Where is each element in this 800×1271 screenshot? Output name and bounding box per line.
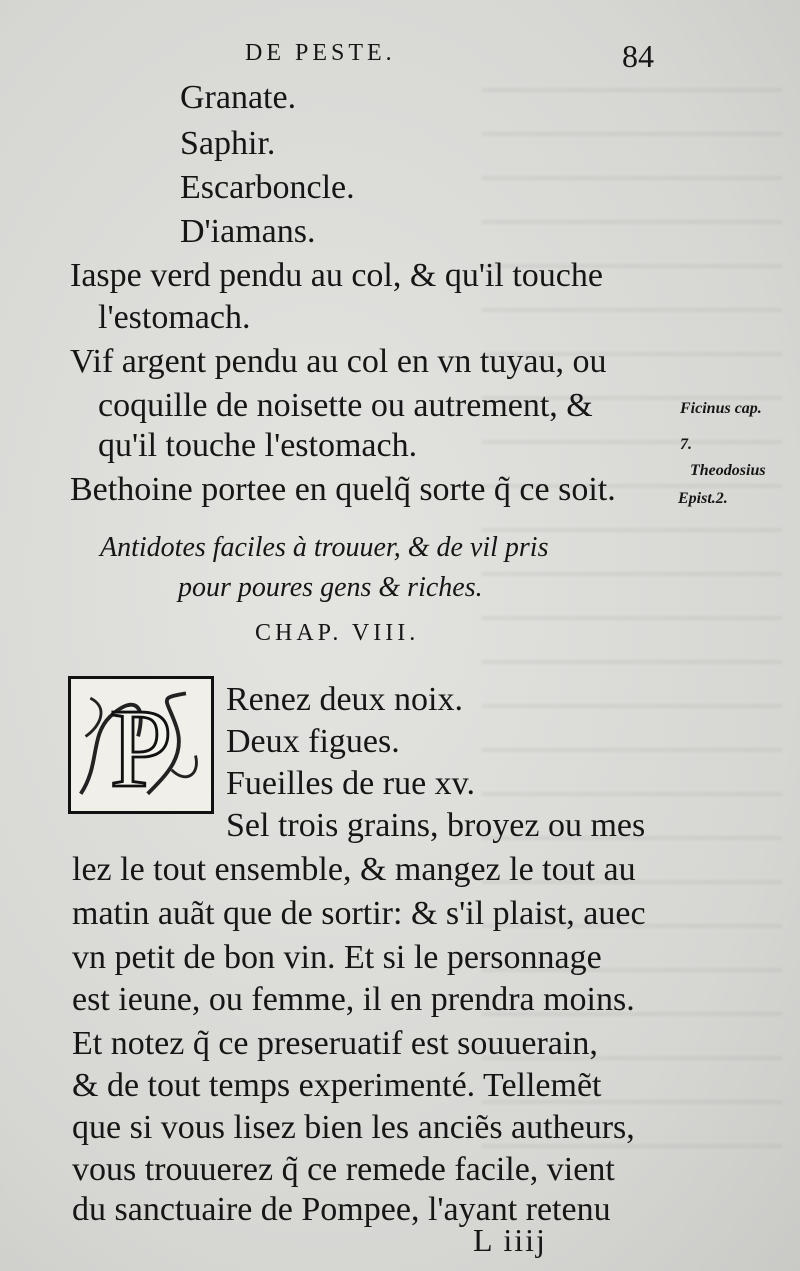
section-title: Antidotes faciles à trouuer, & de vil pris — [100, 532, 549, 563]
text-line: Iaspe verd pendu au col, & qu'il touche — [70, 257, 603, 294]
recipe-item: Sel trois grains, broyez ou mes — [226, 807, 646, 844]
text-line: lez le tout ensemble, & mangez le tout au — [72, 851, 636, 888]
decorated-initial-art — [71, 679, 211, 811]
list-item: D'iamans. — [180, 213, 316, 250]
list-item: Granate. — [180, 79, 297, 116]
page-number: 84 — [622, 38, 654, 74]
section-title: pour poures gens & riches. — [178, 572, 483, 603]
marginal-note: 7. — [680, 436, 692, 453]
text-line: vn petit de bon vin. Et si le personnage — [72, 939, 602, 976]
marginal-note: Epist.2. — [678, 490, 728, 507]
text-line: coquille de noisette ou autrement, & — [98, 387, 593, 424]
recipe-item: Renez deux noix. — [226, 681, 463, 718]
recipe-item: Deux figues. — [226, 723, 400, 760]
marginal-note: Ficinus cap. — [680, 400, 762, 417]
text-line: l'estomach. — [98, 299, 251, 336]
text-line: qu'il touche l'estomach. — [98, 427, 418, 464]
text-line: matin auãt que de sortir: & s'il plaist, auec — [72, 895, 646, 932]
text-line: du sanctuaire de Pompee, l'ayant retenu — [72, 1191, 611, 1228]
decorated-initial — [68, 676, 214, 814]
chapter-heading: CHAP. VIII. — [255, 620, 420, 646]
text-line: & de tout temps experimenté. Tellemẽt — [72, 1067, 602, 1104]
text-line: Bethoine portee en quelq̃ sorte q̃ ce soit. — [70, 471, 616, 508]
list-item: Escarboncle. — [180, 169, 355, 206]
text-line: est ieune, ou femme, il en prendra moins. — [72, 981, 635, 1018]
marginal-note: Theodosius — [690, 462, 766, 479]
signature-mark: L iiij — [473, 1222, 547, 1258]
text-line: vous trouuerez q̃ ce remede facile, vient — [72, 1151, 615, 1188]
text-line: Vif argent pendu au col en vn tuyau, ou — [70, 343, 607, 380]
text-line: que si vous lisez bien les anciẽs autheurs, — [72, 1109, 635, 1146]
recipe-item: Fueilles de rue xv. — [226, 765, 475, 802]
list-item: Saphir. — [180, 125, 276, 162]
running-title: DE PESTE. — [245, 40, 396, 66]
text-line: Et notez q̃ ce preseruatif est souuerain, — [72, 1025, 598, 1062]
initial-letter: P — [109, 686, 173, 811]
